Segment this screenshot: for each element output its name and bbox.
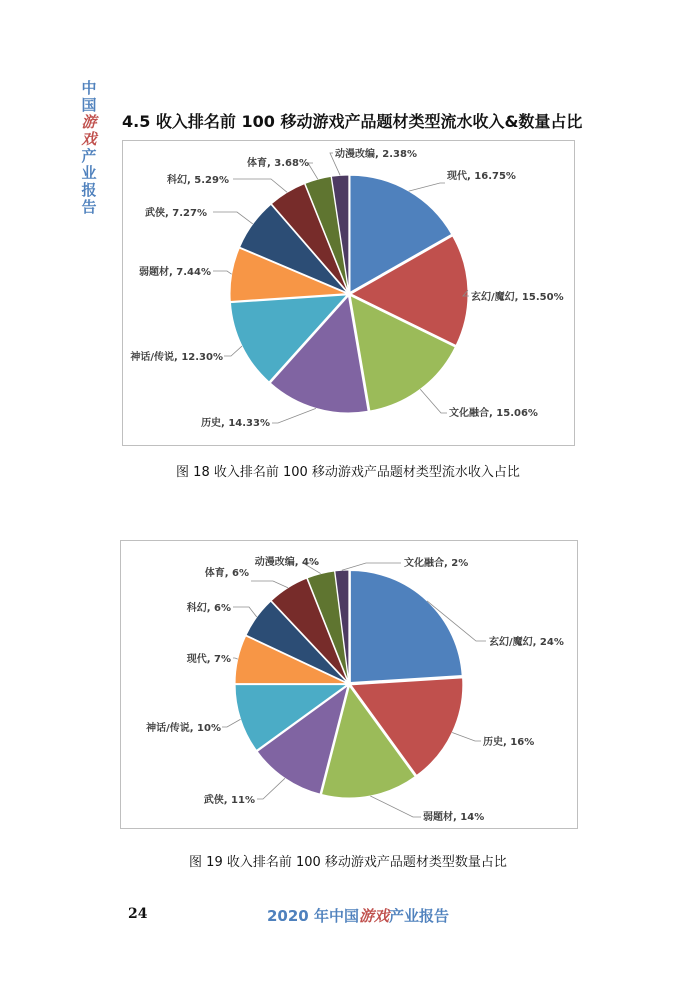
data-label: 弱题材, 14% <box>423 812 485 823</box>
data-label: 科幻, 6% <box>186 603 231 614</box>
data-label: 弱题材, 7.44% <box>139 267 211 278</box>
data-label: 科幻, 5.29% <box>167 175 229 186</box>
figure-19-caption: 图 19 收入排名前 100 移动游戏产品题材类型数量占比 <box>189 855 507 870</box>
data-label: 动漫改编, 2.38% <box>335 149 417 160</box>
figure-18-caption: 图 18 收入排名前 100 移动游戏产品题材类型流水收入占比 <box>176 465 520 480</box>
leader-line <box>409 183 445 191</box>
data-label: 历史, 14.33% <box>201 418 270 429</box>
pie-slice <box>350 571 462 683</box>
data-label: 动漫改编, 4% <box>254 557 319 568</box>
leader-line <box>213 271 232 274</box>
data-label: 神话/传说, 12.30% <box>130 352 223 363</box>
leader-line <box>224 346 242 356</box>
data-label: 体育, 6% <box>204 568 249 579</box>
leader-line <box>452 733 481 741</box>
data-label: 武侠, 11% <box>203 795 255 806</box>
data-label: 神话/传说, 10% <box>146 723 221 734</box>
pie-chart-revenue <box>122 140 575 446</box>
pie-chart-count <box>120 540 578 829</box>
data-label: 玄幻/魔幻, 24% <box>489 637 564 648</box>
side-title-char: 业 <box>81 164 97 182</box>
leader-line <box>233 658 238 659</box>
footer-title-prefix: 2020 年中国 <box>267 907 359 925</box>
side-title-char: 戏 <box>81 130 97 148</box>
leader-line <box>213 212 253 224</box>
leader-line <box>251 581 288 588</box>
leader-line <box>342 563 401 570</box>
data-label: 现代, 16.75% <box>447 171 516 182</box>
side-title-char: 产 <box>81 147 97 165</box>
footer-title-accent: 游戏 <box>358 907 389 925</box>
footer-title-suffix: 产业报告 <box>389 907 450 925</box>
data-label: 历史, 16% <box>483 737 535 748</box>
side-title-char: 游 <box>81 113 97 131</box>
leader-line <box>222 719 241 727</box>
leader-line <box>233 607 257 617</box>
side-title-char: 告 <box>81 198 97 216</box>
pie-chart-revenue-svg <box>123 141 574 445</box>
data-label: 现代, 7% <box>186 654 231 665</box>
side-title <box>80 80 98 216</box>
side-title-char: 国 <box>81 96 97 114</box>
section-heading: 4.5 收入排名前 100 移动游戏产品题材类型流水收入&数量占比 <box>122 112 583 131</box>
pie-chart-count-svg <box>121 541 577 828</box>
leader-line <box>257 778 285 799</box>
page-number: 24 <box>128 906 148 922</box>
data-label: 玄幻/魔幻, 15.50% <box>471 292 564 303</box>
leader-line <box>233 179 287 192</box>
data-label: 体育, 3.68% <box>247 158 309 169</box>
data-label: 武侠, 7.27% <box>145 208 207 219</box>
side-title-char: 中 <box>81 79 97 97</box>
data-label: 文化融合, 15.06% <box>449 408 538 419</box>
side-title-char: 报 <box>81 181 97 199</box>
data-label: 文化融合, 2% <box>404 558 469 569</box>
leader-line <box>420 389 447 413</box>
leader-line <box>370 796 421 817</box>
leader-line <box>308 163 318 179</box>
leader-line <box>272 408 316 423</box>
footer-title <box>267 905 449 926</box>
